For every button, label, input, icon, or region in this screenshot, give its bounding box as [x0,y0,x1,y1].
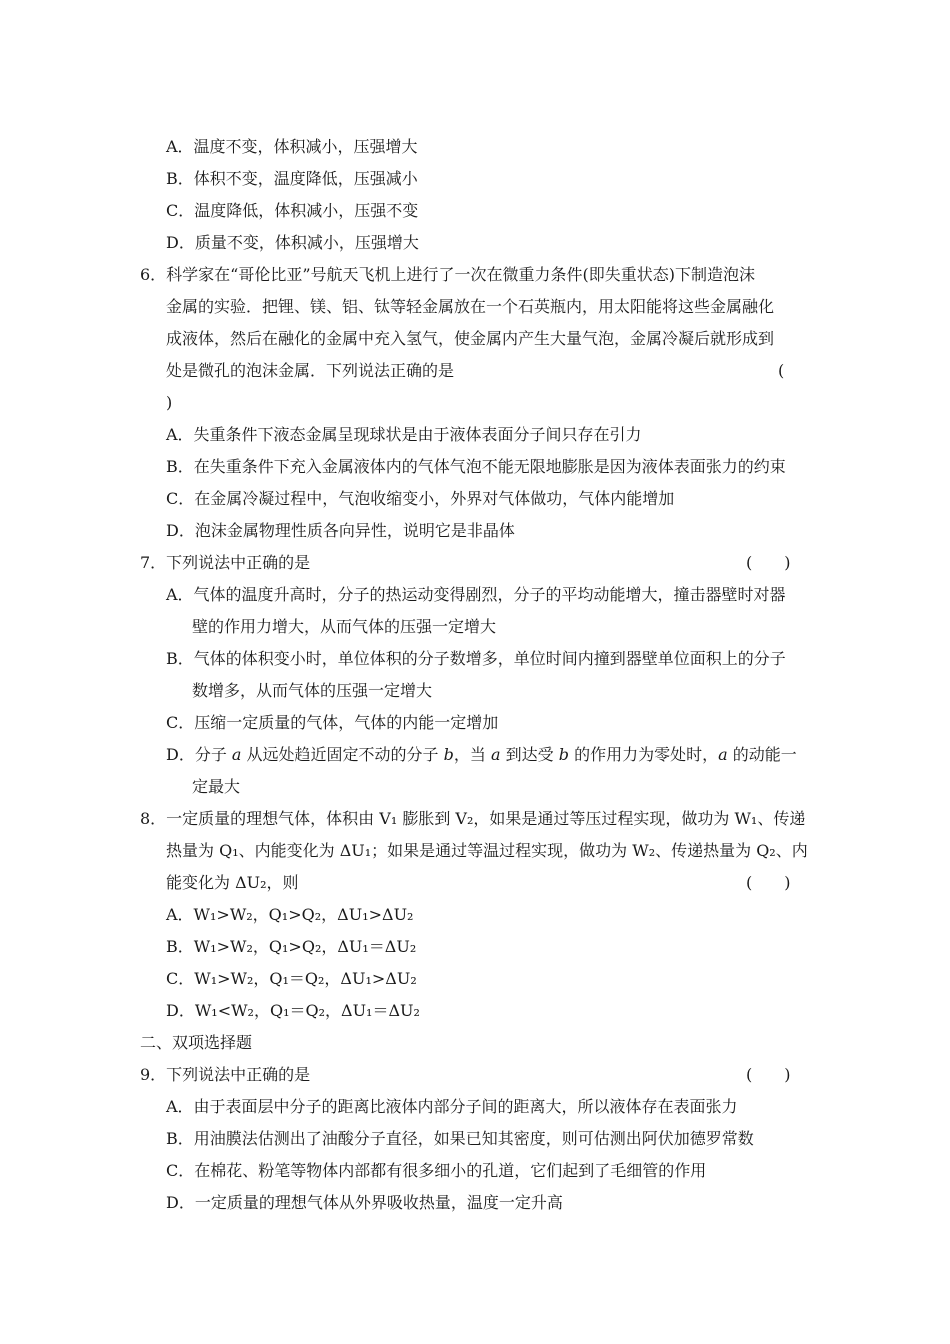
q9-option-c: C．在棉花、粉笔等物体内部都有很多细小的孔道，它们起到了毛细管的作用 [166,1161,707,1180]
q7-option-a-line2: 壁的作用力增大，从而气体的压强一定增大 [192,617,497,636]
q8-stem-line3: 能变化为 ΔU₂，则 [166,873,299,892]
section-heading: 二、双项选择题 [140,1033,253,1052]
q7-option-d-line1 [166,744,797,766]
q9-option-b: B．用油膜法估测出了油酸分子直径，如果已知其密度，则可估测出阿伏加德罗常数 [166,1129,754,1148]
q7-option-a-line1: A．气体的温度升高时，分子的热运动变得剧烈，分子的平均动能增大，撞击器壁时对器 [166,585,786,604]
q7-option-d-text: ，当 [453,745,491,764]
q7-stem: 7．下列说法中正确的是 [140,553,311,572]
q6-answer-paren-close: ) [166,393,173,412]
q7-option-b-line2: 数增多，从而气体的压强一定增大 [192,681,433,700]
q5-option-a: A．温度不变，体积减小，压强增大 [166,137,418,156]
q7-option-b-line1: B．气体的体积变小时，单位体积的分子数增多，单位时间内撞到器壁单位面积上的分子 [166,649,786,668]
q7-option-d-var: b [443,745,454,764]
q7-option-d-var: a [491,745,501,764]
q5-option-d: D．质量不变，体积减小，压强增大 [166,233,419,252]
q7-answer-paren: ( ) [746,553,791,572]
q7-option-c: C．压缩一定质量的气体，气体的内能一定增加 [166,713,499,732]
q8-option-b: B．W₁>W₂，Q₁>Q₂，ΔU₁＝ΔU₂ [166,937,417,956]
q6-option-b: B．在失重条件下充入金属液体内的气体气泡不能无限地膨胀是因为液体表面张力的约束 [166,457,786,476]
q7-option-d-text: D．分子 [166,745,232,764]
q5-option-c: C．温度降低，体积减小，压强不变 [166,201,419,220]
q6-stem-line3: 成液体，然后在融化的金属中充入氢气，使金属内产生大量气泡，金属冷凝后就形成到 [166,329,775,348]
q8-stem-line2: 热量为 Q₁、内能变化为 ΔU₁；如果是通过等温过程实现，做功为 W₂、传递热量为 Q₂、内 [166,841,808,860]
q6-stem-line2: 金属的实验．把锂、镁、铝、钛等轻金属放在一个石英瓶内，用太阳能将这些金属融化 [166,297,775,316]
q6-option-c: C．在金属冷凝过程中，气泡收缩变小，外界对气体做功，气体内能增加 [166,489,675,508]
q8-option-c: C．W₁>W₂，Q₁＝Q₂，ΔU₁>ΔU₂ [166,969,417,988]
q7-option-d-text: 从远处趋近固定不动的分子 [241,745,444,764]
q7-option-d-var: a [231,745,242,764]
q7-option-d-text: 的作用力为零处时， [568,745,719,764]
q8-stem-line1: 8．一定质量的理想气体，体积由 V₁ 膨胀到 V₂，如果是通过等压过程实现，做功为 W₁、传递 [140,809,806,828]
q9-option-d: D．一定质量的理想气体从外界吸收热量，温度一定升高 [166,1193,563,1212]
q7-option-d-var: a [718,745,728,764]
q7-option-d-line2: 定最大 [192,777,241,796]
q8-answer-paren: ( ) [746,873,791,892]
q9-stem: 9．下列说法中正确的是 [140,1065,311,1084]
q9-option-a: A．由于表面层中分子的距离比液体内部分子间的距离大，所以液体存在表面张力 [166,1097,738,1116]
q8-option-d: D．W₁<W₂，Q₁＝Q₂，ΔU₁＝ΔU₂ [166,1001,420,1020]
q9-answer-paren: ( ) [746,1065,791,1084]
q7-option-d-var: b [558,745,569,764]
q7-option-d-text: 到达受 [500,745,559,764]
q6-option-d: D．泡沫金属物理性质各向异性，说明它是非晶体 [166,521,515,540]
q5-option-b: B．体积不变，温度降低，压强减小 [166,169,418,188]
q6-answer-paren-open: ( [778,361,785,380]
q6-stem-line4: 处是微孔的泡沫金属．下列说法正确的是 [166,361,455,380]
q8-option-a: A．W₁>W₂，Q₁>Q₂，ΔU₁>ΔU₂ [166,905,414,924]
q6-option-a: A．失重条件下液态金属呈现球状是由于液体表面分子间只存在引力 [166,425,642,444]
q7-option-d-text: 的动能一 [727,745,797,764]
q6-stem-line1: 6．科学家在“哥伦比亚”号航天飞机上进行了一次在微重力条件(即失重状态)下制造泡沫 [140,265,756,284]
